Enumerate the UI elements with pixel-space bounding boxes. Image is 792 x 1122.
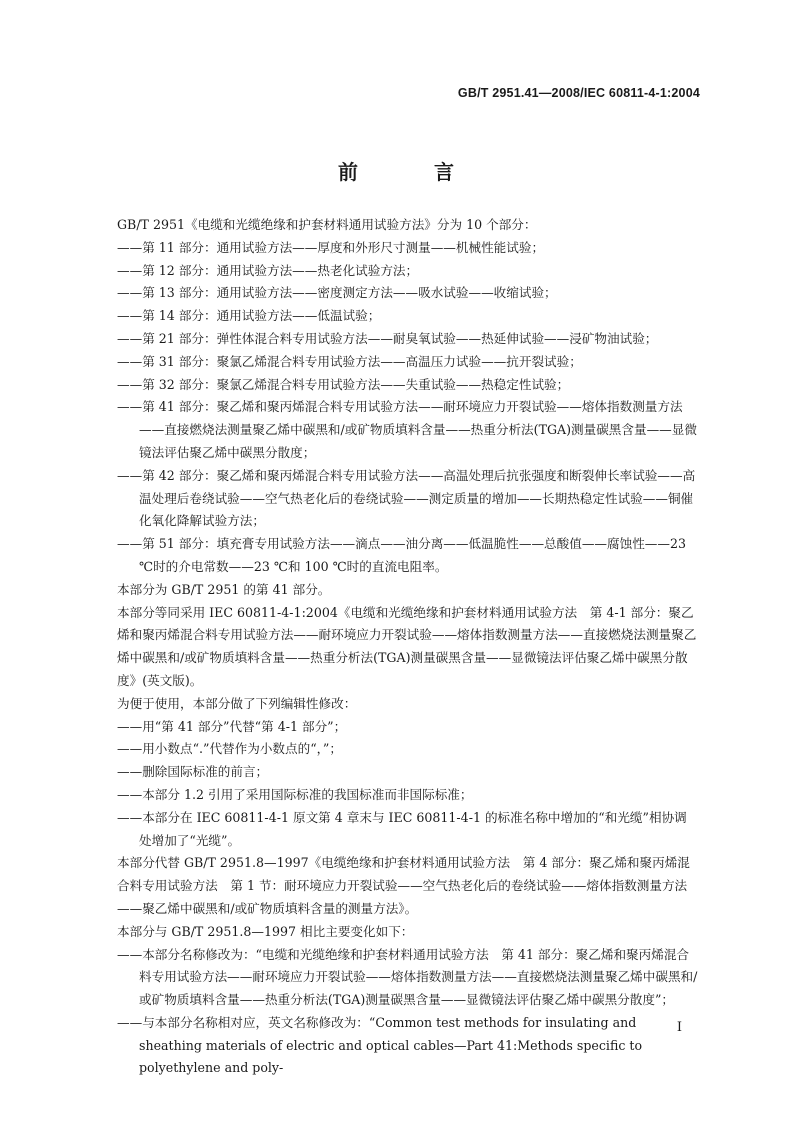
- paragraph: 本部分等同采用 IEC 60811-4-1:2004《电缆和光缆绝缘和护套材料通用试验方法 第 4-1 部分：聚乙烯和聚丙烯混合料专用试验方法——耐环境应力开裂试验——熔体指数测量方法——直接燃烧法测量聚乙烯中碳黑和/或矿物质填料含量——热重分析法(TGA)测量碳黑含量——显微镜法评估聚乙烯中碳黑分散度》(英文版)。: [117, 604, 697, 688]
- paragraph: GB/T 2951《电缆和光缆绝缘和护套材料通用试验方法》分为 10 个部分：: [117, 217, 537, 232]
- list-item: ——本部分名称修改为：“电缆和光缆绝缘和护套材料通用试验方法 第 41 部分：聚乙烯和聚丙烯混合料专用试验方法——耐环境应力开裂试验——熔体指数测量方法——直接燃烧法测量聚乙烯中碳黑和/或矿物质填料含量——热重分析法(TGA)测量碳黑含量——显微镜法评估聚乙烯中碳黑分散度”；: [117, 946, 698, 1008]
- list-item: ——第 12 部分：通用试验方法——热老化试验方法；: [117, 262, 419, 278]
- list-item: ——用“第 41 部分”代替“第 4-1 部分”；: [117, 718, 347, 734]
- list-item: ——删除国际标准的前言；: [117, 764, 269, 780]
- paragraph: 为便于使用，本部分做了下列编辑性修改：: [117, 695, 357, 711]
- list-item: ——第 41 部分：聚乙烯和聚丙烯混合料专用试验方法——耐环境应力开裂试验——熔体指数测量方法——直接燃烧法测量聚乙烯中碳黑和/或矿物质填料含量——热重分析法(TGA)测量碳黑含量——显微镜法评估聚乙烯中碳黑分散度；: [117, 399, 697, 460]
- list-item: ——本部分 1.2 引用了采用国际标准的我国标准而非国际标准；: [117, 786, 473, 802]
- list-item: ——第 13 部分：通用试验方法——密度测定方法——吸水试验——收缩试验；: [117, 285, 557, 301]
- list-item: ——第 51 部分：填充膏专用试验方法——滴点——油分离——低温脆性——总酸值——腐蚀性——23 ℃时的介电常数——23 ℃和 100 ℃时的直流电阻率。: [117, 536, 686, 574]
- standard-number: GB/T 2951.41—2008/IEC 60811-4-1:2004: [457, 86, 700, 100]
- list-item: ——与本部分名称相对应，英文名称修改为：“Common test methods for insulating and sheathing materials of electric and optical cables—Part 41:Methods specific to polyethylene and poly-: [117, 1014, 643, 1076]
- list-item: ——本部分在 IEC 60811-4-1 原文第 4 章末与 IEC 60811-4-1 的标准名称中增加的“和光缆”相协调处增加了“光缆”。: [117, 809, 687, 848]
- paragraph: 本部分与 GB/T 2951.8—1997 相比主要变化如下：: [117, 923, 414, 939]
- list-item: ——第 11 部分：通用试验方法——厚度和外形尺寸测量——机械性能试验；: [117, 239, 545, 255]
- paragraph: 本部分为 GB/T 2951 的第 41 部分。: [117, 581, 331, 597]
- list-item: ——第 21 部分：弹性体混合料专用试验方法——耐臭氧试验——热延伸试验——浸矿物油试验；: [117, 330, 658, 346]
- list-item: ——第 42 部分：聚乙烯和聚丙烯混合料专用试验方法——高温处理后抗张强度和断裂伸长率试验——高温处理后卷绕试验——空气热老化后的卷绕试验——测定质量的增加——长期热稳定性试验——铜催化氧化降解试验方法；: [117, 467, 696, 529]
- list-item: ——第 32 部分：聚氯乙烯混合料专用试验方法——失重试验——热稳定性试验；: [117, 376, 570, 392]
- list-item: ——第 14 部分：通用试验方法——低温试验；: [117, 308, 381, 324]
- paragraph: 本部分代替 GB/T 2951.8—1997《电缆绝缘和护套材料通用试验方法 第 4 部分：聚乙烯和聚丙烯混合料专用试验方法 第 1 节：耐环境应力开裂试验——空气热老化后的卷绕试验——熔体指数测量方法——聚乙烯中碳黑和/或矿物质填料含量的测量方法》。: [117, 855, 690, 916]
- list-item: ——第 31 部分：聚氯乙烯混合料专用试验方法——高温压力试验——抗开裂试验；: [117, 353, 582, 369]
- page-number: I: [676, 1020, 682, 1035]
- foreword-body: [117, 214, 699, 1080]
- list-item: ——用小数点“.”代替作为小数点的“，”；: [117, 741, 342, 757]
- page-title: 前 言: [338, 160, 482, 184]
